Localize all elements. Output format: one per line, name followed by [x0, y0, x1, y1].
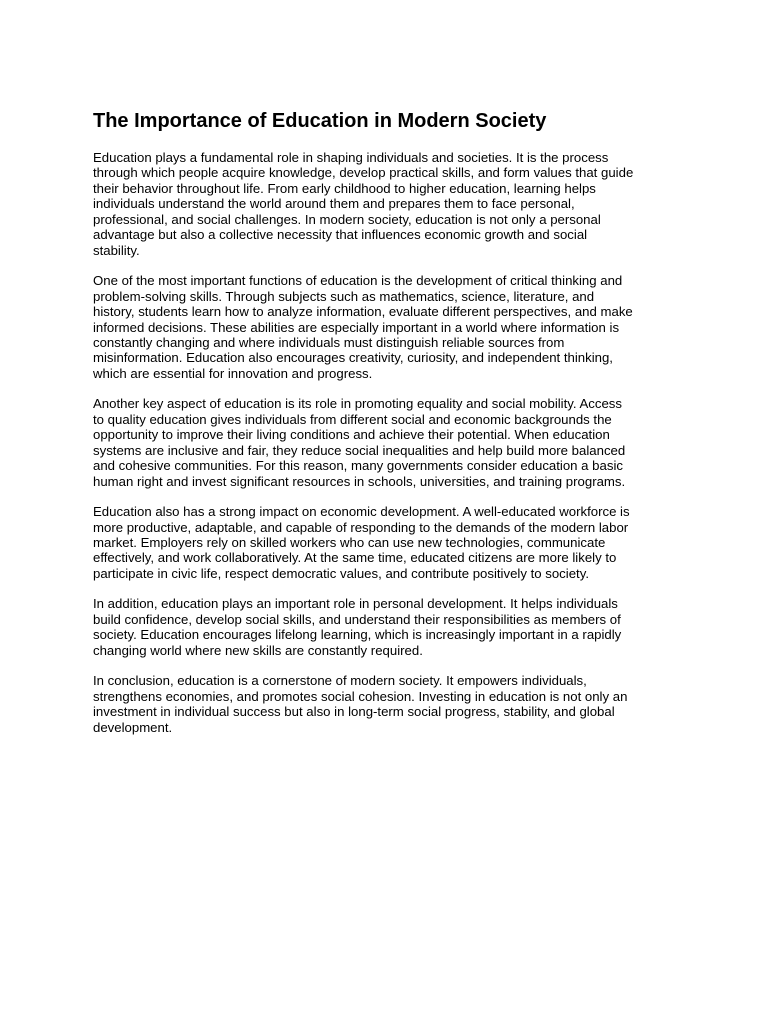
paragraph-personal-development: In addition, education plays an important role in personal development. It helps individuals build confidence, develop social skills, and understand their responsibilities as members of society. Education encourages lifelong learning, which is increasingly important in a rapidly changing world where new skills are constantly required.: [93, 596, 622, 658]
paragraph-conclusion: In conclusion, education is a cornerstone of modern society. It empowers individuals, strengthens economies, and promotes social cohesion. Investing in education is not only an investment in individual success but also in long-term social progress, stability, and global development.: [93, 673, 628, 735]
paragraph-critical-thinking: One of the most important functions of education is the development of critical thinking and problem-solving skills. Through subjects such as mathematics, science, literature, and history, students learn how to analyze information, evaluate different perspectives, and make informed decisions. These abilities are especially important in a world where information is constantly changing and where individuals must distinguish reliable sources from misinformation. Education also encourages creativity, curiosity, and independent thinking, which are essential for innovation and progress.: [93, 273, 633, 381]
document-title: The Importance of Education in Modern Society: [93, 110, 547, 132]
document-page: [93, 108, 681, 750]
paragraph-introduction: Education plays a fundamental role in shaping individuals and societies. It is the process through which people acquire knowledge, develop practical skills, and form values that guide their behavior throughout life. From early childhood to higher education, learning helps individuals understand the world around them and prepares them to face personal, professional, and social challenges. In modern society, education is not only a personal advantage but also a collective necessity that influences economic growth and social stability.: [93, 150, 634, 258]
paragraph-equality: Another key aspect of education is its role in promoting equality and social mobility. Access to quality education gives individuals from different social and economic backgrounds the opportunity to improve their living conditions and achieve their potential. When education systems are inclusive and fair, they reduce social inequalities and help build more balanced and cohesive communities. For this reason, many governments consider education a basic human right and invest significant resources in schools, universities, and training programs.: [93, 396, 626, 489]
paragraph-economic-development: Education also has a strong impact on economic development. A well-educated workforce is more productive, adaptable, and capable of responding to the demands of the modern labor market. Employers rely on skilled workers who can use new technologies, communicate effectively, and work collaboratively. At the same time, educated citizens are more likely to participate in civic life, respect democratic values, and contribute positively to society.: [93, 504, 630, 581]
